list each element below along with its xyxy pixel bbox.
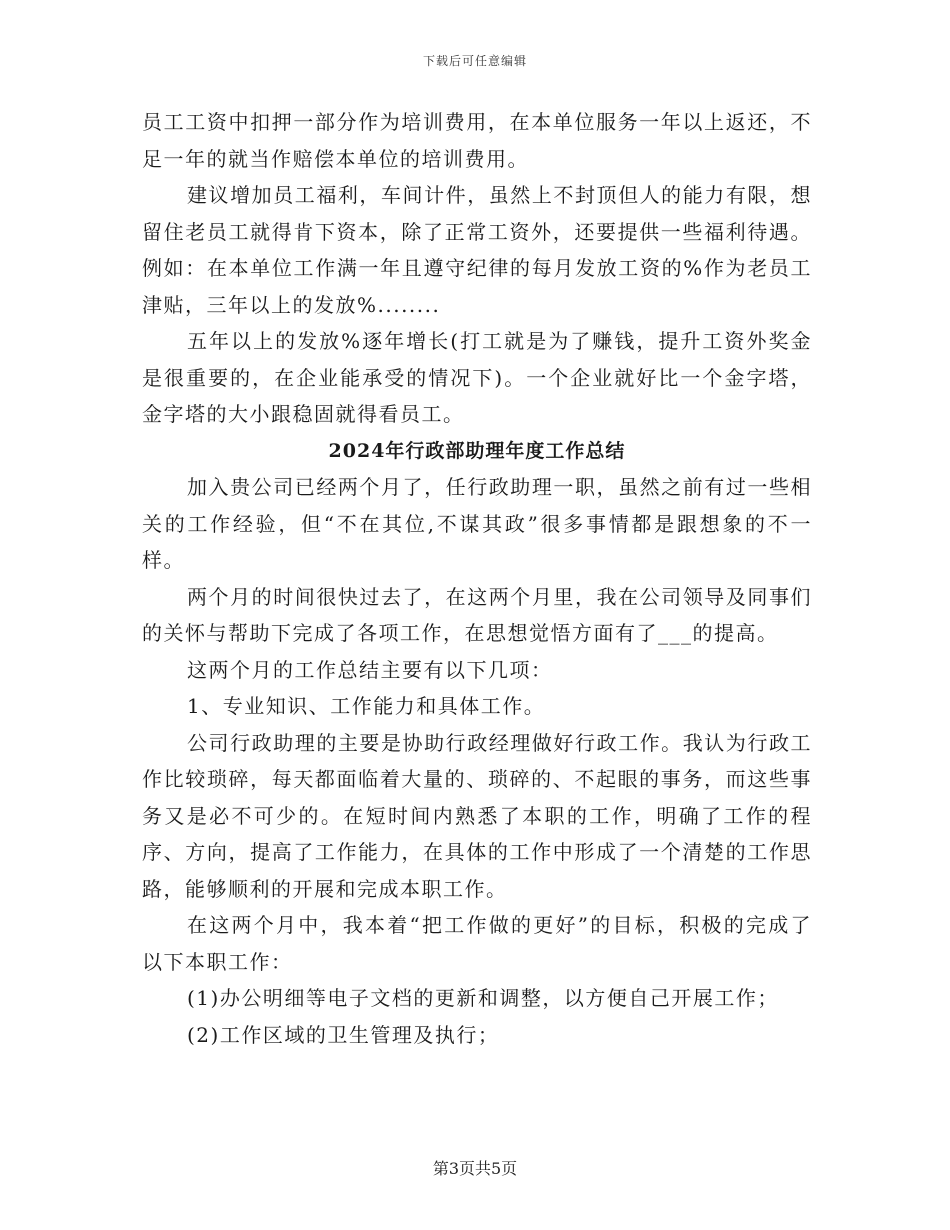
page-footer: 第3页共5页: [432, 1159, 518, 1178]
paragraph: 加入贵公司已经两个月了，任行政助理一职，虽然之前有过一些相关的工作经验，但“不在其位,不谋其政”很多事情都是跟想象的不一样。: [142, 475, 812, 572]
paragraph: 员工工资中扣押一部分作为培训费用，在本单位服务一年以上返还，不足一年的就当作赔偿本单位的培训费用。: [142, 110, 812, 171]
list-item: (1)办公明细等电子文档的更新和调整，以方便自己开展工作；: [187, 986, 779, 1010]
paragraph: 在这两个月中，我本着“把工作做的更好”的目标，积极的完成了以下本职工作：: [142, 913, 812, 974]
section-title: 2024年行政部助理年度工作总结: [328, 439, 626, 462]
paragraph: 五年以上的发放%逐年增长(打工就是为了赚钱，提升工资外奖金是很重要的，在企业能承受的情况下)。一个企业就好比一个金字塔，金字塔的大小跟稳固就得看员工。: [142, 329, 812, 426]
list-item: (2)工作区域的卫生管理及执行；: [187, 1022, 500, 1047]
list-heading: 1、专业知识、工作能力和具体工作。: [187, 694, 546, 718]
paragraph: 两个月的时间很快过去了，在这两个月里，我在公司领导及同事们的关怀与帮助下完成了各项工作，在思想觉悟方面有了___的提高。: [142, 584, 812, 645]
page-header: 下载后可任意编辑: [422, 54, 527, 68]
document-body: [142, 104, 812, 1053]
paragraph: 建议增加员工福利，车间计件，虽然上不封顶但人的能力有限，想留住老员工就得肯下资本，除了正常工资外，还要提供一些福利待遇。例如：在本单位工作满一年且遵守纪律的每月发放工资的%作为老员工津贴，三年以上的发放%........: [142, 183, 812, 317]
paragraph: 这两个月的工作总结主要有以下几项：: [187, 657, 553, 682]
paragraph: 公司行政助理的主要是协助行政经理做好行政工作。我认为行政工作比较琐碎，每天都面临着大量的、琐碎的、不起眼的事务，而这些事务又是必不可少的。在短时间内熟悉了本职的工作，明确了工作的程序、方向，提高了工作能力，在具体的工作中形成了一个清楚的工作思路，能够顺利的开展和完成本职工作。: [142, 730, 812, 901]
